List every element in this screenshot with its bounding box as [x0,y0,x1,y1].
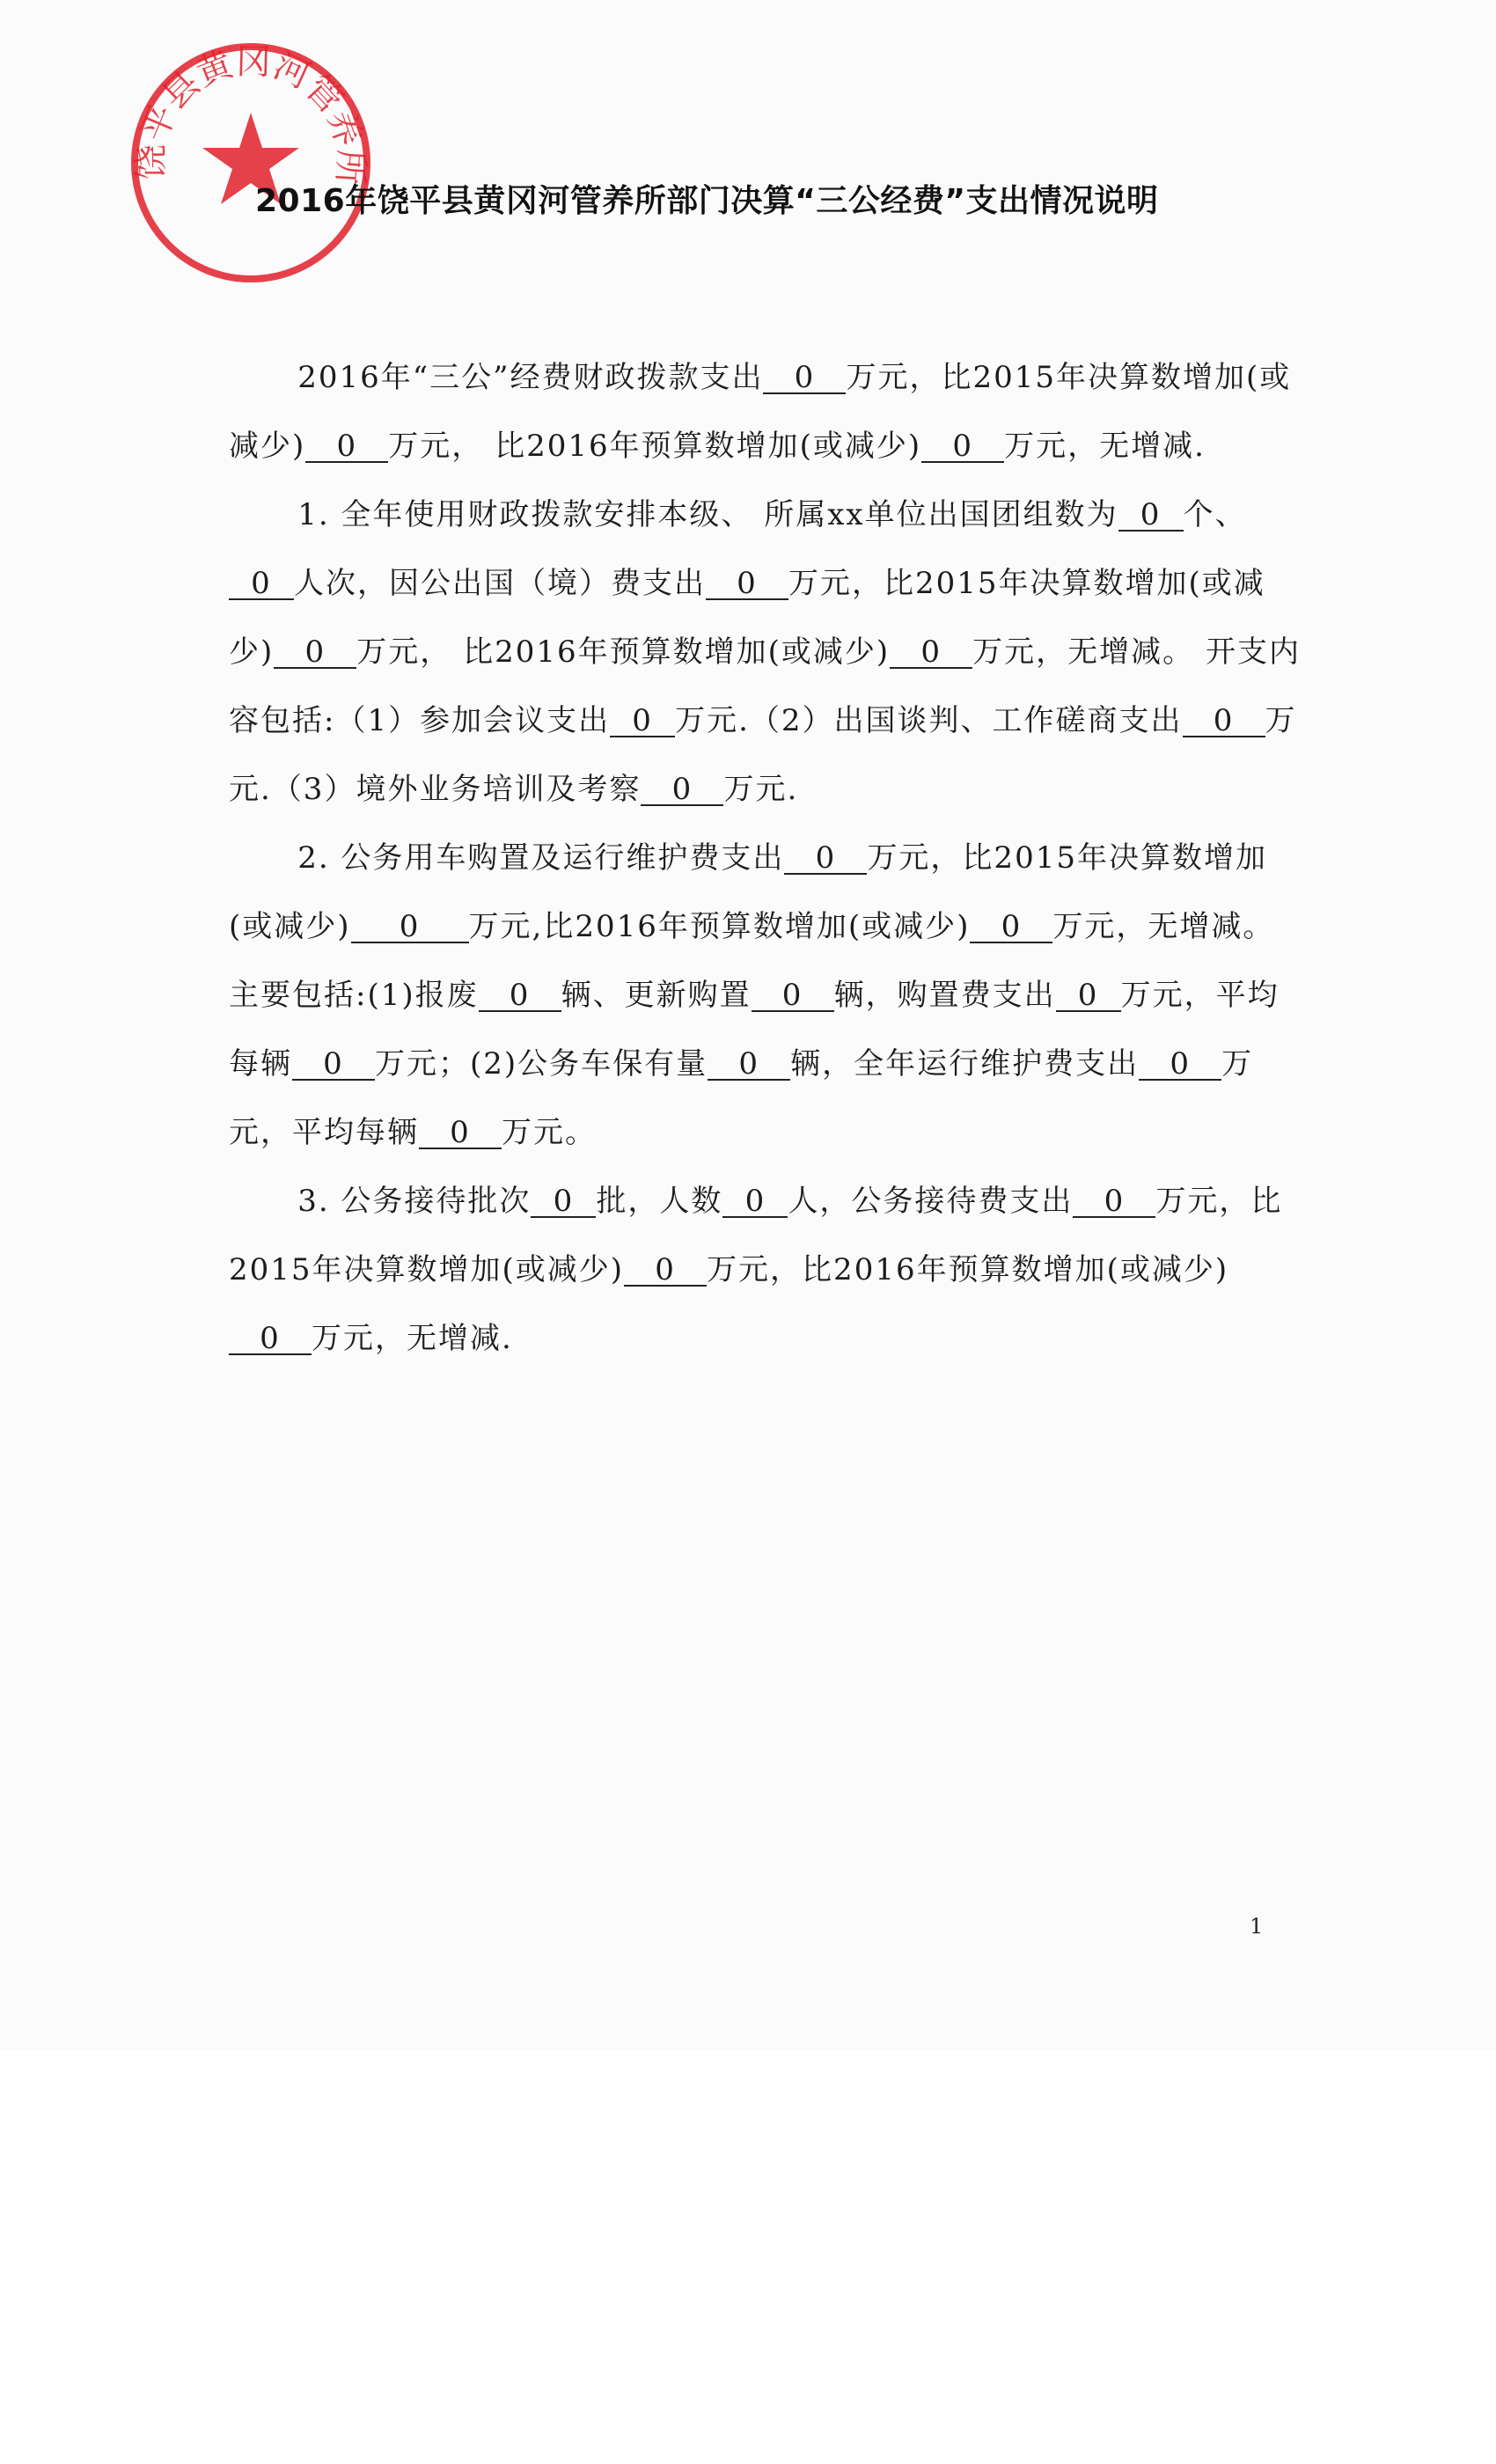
blank-value: 0 [531,1186,596,1218]
blank-value: 0 [921,431,1004,463]
blank-value: 0 [752,980,834,1012]
page-title: 2016年饶平县黄冈河管养所部门决算“三公经费”支出情况说明 [255,183,1159,219]
blank-value: 0 [274,637,356,669]
blank-value: 0 [1139,1049,1221,1081]
page-number: 1 [1250,1914,1264,1939]
blank-value: 0 [890,637,972,669]
blank-value: 0 [1056,980,1121,1012]
blank-value: 0 [419,1118,502,1149]
blank-value: 0 [624,1255,707,1287]
blank-value: 0 [1183,706,1265,737]
blank-value: 0 [641,774,723,806]
blank-value: 0 [229,568,294,600]
blank-value: 0 [763,363,846,394]
blank-value: 0 [970,912,1052,943]
blank-value: 0 [706,568,788,600]
blank-value: 0 [229,1324,312,1355]
paragraph-vehicles: 2. 公务用车购置及运行维护费支出 0 万元，比2015年决算数增加(或减少) 0 万元,比2016年预算数增加(或减少) 0 万元，无增减。主要包括:(1)报废 0 辆、更新购置 0 辆，购置费支出 0 万元，平均每辆 0 万元；(2)公务车保有量 0 辆，全年运行维护费支出 0 万元，平均每辆 0 万元。 [229,840,1280,1150]
blank-value: 0 [784,843,867,875]
blank-value: 0 [479,980,561,1012]
blank-value: 0 [351,912,469,943]
blank-value: 0 [610,706,675,737]
blank-value: 0 [722,1186,788,1218]
paragraph-summary: 2016年“三公”经费财政拨款支出 0 万元，比2015年决算数增加(或减少) 0 万元， 比2016年预算数增加(或减少) 0 万元，无增减. [229,360,1292,464]
document-body [229,343,1304,1373]
blank-value: 0 [292,1049,375,1081]
official-seal [123,35,378,290]
paragraph-overseas: 1. 全年使用财政拨款安排本级、 所属xx单位出国团组数为 0 个、0 人次，因公出国（境）费支出 0 万元，比2015年决算数增加(或减少) 0 万元， 比2016年预算数增加(或减少) 0 万元，无增减。 开支内容包括:（1）参加会议支出 0 万元.（2）出国谈判、工作磋商支出 0 万元.（3）境外业务培训及考察 0 万元. [229,497,1301,807]
seal-text: 饶平县黄冈河管养所 [130,41,371,187]
blank-value: 0 [1118,500,1184,532]
blank-value: 0 [305,431,388,463]
paragraph-reception: 3. 公务接待批次 0 批，人数 0 人，公务接待费支出 0 万元，比2015年决算数增加(或减少) 0 万元，比2016年预算数增加(或减少)0 万元，无增减. [229,1184,1283,1356]
blank-value: 0 [708,1049,790,1081]
blank-value: 0 [1073,1186,1155,1218]
